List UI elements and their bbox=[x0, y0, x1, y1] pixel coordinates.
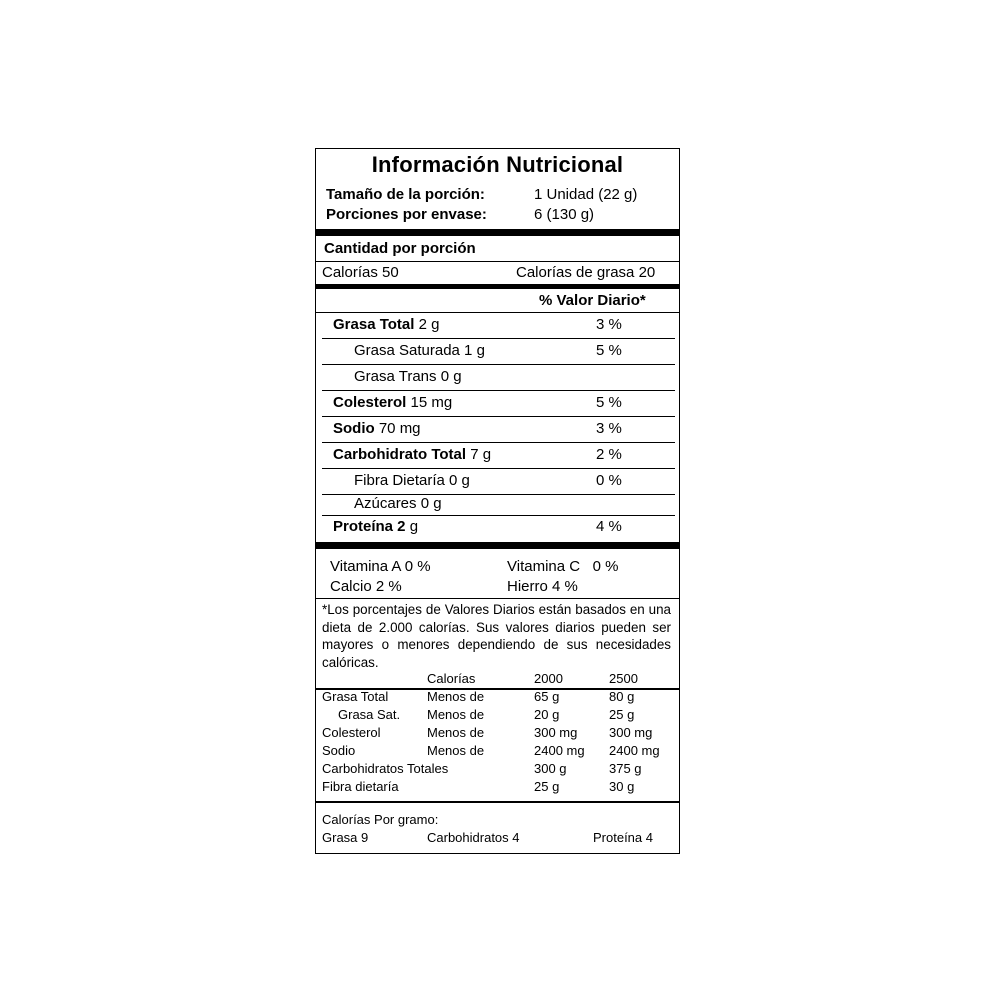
table-cell: Colesterol bbox=[322, 725, 381, 740]
table-cell: Menos de bbox=[427, 725, 485, 740]
divider bbox=[322, 442, 675, 443]
table-cell: 300 mg bbox=[534, 725, 578, 740]
medium-divider bbox=[316, 284, 679, 289]
table-cell: 65 g bbox=[534, 689, 560, 704]
daily-value-footnote: *Los porcentajes de Valores Diarios están basados en una dieta de 2.000 calorías. Sus valores diarios pueden ser mayores o menores dependiendo de sus necesidades calóricas. bbox=[322, 602, 671, 670]
vitamin-c: Vitamina C 0 % bbox=[507, 558, 619, 575]
serving-size-label: Tamaño de la porción: bbox=[326, 186, 485, 203]
table-header-cell: Calorías bbox=[427, 671, 476, 686]
table-cell: Menos de bbox=[427, 689, 485, 704]
nutrient-amount: 2 g bbox=[414, 316, 440, 333]
servings-per-container-value: 6 (130 g) bbox=[534, 206, 595, 223]
nutrient-name: Proteína 2 bbox=[333, 518, 406, 535]
table-cell: Menos de bbox=[427, 707, 485, 722]
divider bbox=[322, 364, 675, 365]
table-cell: 25 g bbox=[534, 779, 560, 794]
nutrient-dv: 5 % bbox=[596, 342, 622, 359]
nutrient-amount: 70 mg bbox=[374, 420, 421, 437]
nutrient-name: Azúcares 0 g bbox=[354, 495, 442, 512]
nutrient-amount: g bbox=[405, 518, 419, 535]
divider bbox=[322, 515, 675, 516]
nutrient-name: Carbohidrato Total bbox=[333, 446, 467, 463]
nutrient-dv: 3 % bbox=[596, 420, 622, 437]
table-cell: 2400 mg bbox=[609, 743, 660, 758]
thick-divider bbox=[316, 229, 679, 236]
divider bbox=[322, 390, 675, 391]
calories-from-fat: Calorías de grasa 20 bbox=[516, 264, 656, 281]
amount-per-serving-header: Cantidad por porción bbox=[324, 240, 476, 257]
nutrient-dv: 5 % bbox=[596, 394, 622, 411]
table-cell: 300 mg bbox=[609, 725, 653, 740]
table-header-cell: 2500 bbox=[609, 671, 638, 686]
table-cell: 80 g bbox=[609, 689, 635, 704]
nutrient-name: Sodio bbox=[333, 420, 375, 437]
table-cell: 2400 mg bbox=[534, 743, 585, 758]
table-header-cell: 2000 bbox=[534, 671, 563, 686]
divider bbox=[322, 338, 675, 339]
table-cell: Grasa Total bbox=[322, 689, 389, 704]
nutrient-amount: 15 mg bbox=[406, 394, 453, 411]
servings-per-container-label: Porciones por envase: bbox=[326, 206, 487, 223]
nutrient-dv: 0 % bbox=[596, 472, 622, 489]
nutrient-name: Grasa Total bbox=[333, 316, 415, 333]
nutrient-dv: 2 % bbox=[596, 446, 622, 463]
table-cell: Menos de bbox=[427, 743, 485, 758]
calories: Calorías 50 bbox=[322, 264, 399, 281]
calcium: Calcio 2 % bbox=[330, 578, 402, 595]
table-cell: 375 g bbox=[609, 761, 642, 776]
divider bbox=[316, 312, 679, 313]
divider bbox=[322, 416, 675, 417]
serving-size-value: 1 Unidad (22 g) bbox=[534, 186, 638, 203]
nutrient-name: Colesterol bbox=[333, 394, 407, 411]
nutrient-dv: 3 % bbox=[596, 316, 622, 333]
divider bbox=[322, 468, 675, 469]
table-cell: Grasa Sat. bbox=[338, 707, 401, 722]
table-cell: Carbohidratos Totales bbox=[322, 761, 449, 776]
table-cell: 300 g bbox=[534, 761, 567, 776]
nutrition-facts-label bbox=[315, 148, 680, 854]
protein-calories-per-gram: Proteína 4 bbox=[593, 830, 653, 845]
divider bbox=[316, 261, 679, 262]
thick-divider bbox=[316, 542, 679, 549]
daily-value-header: % Valor Diario* bbox=[539, 292, 646, 309]
table-cell: 20 g bbox=[534, 707, 560, 722]
nutrient-name: Grasa Trans 0 g bbox=[354, 368, 462, 385]
table-cell: Sodio bbox=[322, 743, 356, 758]
nutrient-name: Fibra Dietaría 0 g bbox=[354, 472, 470, 489]
fat-calories-per-gram: Grasa 9 bbox=[322, 830, 369, 845]
carbs-calories-per-gram: Carbohidratos 4 bbox=[427, 830, 520, 845]
table-cell: Fibra dietaría bbox=[322, 779, 399, 794]
table-cell: 25 g bbox=[609, 707, 635, 722]
label-title: Información Nutricional bbox=[371, 152, 624, 177]
iron: Hierro 4 % bbox=[507, 578, 578, 595]
table-cell: 30 g bbox=[609, 779, 635, 794]
calories-per-gram-label: Calorías Por gramo: bbox=[322, 812, 439, 827]
divider bbox=[316, 598, 679, 599]
nutrient-amount: 7 g bbox=[466, 446, 492, 463]
nutrient-dv: 4 % bbox=[596, 518, 622, 535]
divider bbox=[316, 801, 679, 803]
nutrient-name: Grasa Saturada 1 g bbox=[354, 342, 485, 359]
vitamin-a: Vitamina A 0 % bbox=[330, 558, 431, 575]
